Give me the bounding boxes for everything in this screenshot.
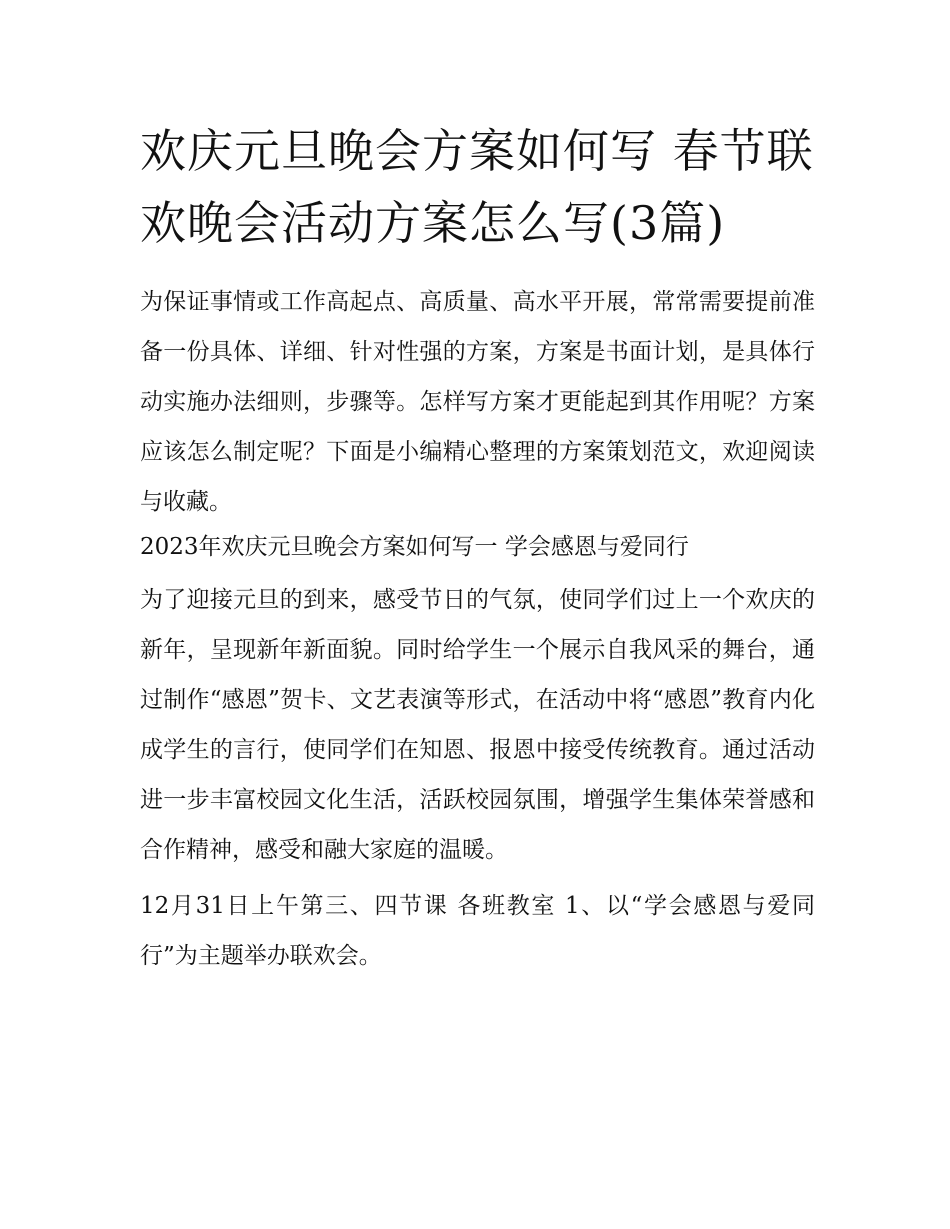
document-title: 欢庆元旦晚会方案如何写 春节联欢晚会活动方案怎么写(3篇) <box>140 124 814 250</box>
section-heading: 2023年欢庆元旦晚会方案如何写一 学会感恩与爱同行 <box>140 534 689 560</box>
event-purpose-paragraph: 为了迎接元旦的到来，感受节日的气氛，使同学们过上一个欢庆的新年，呈现新年新面貌。同时给学生一个展示自我风采的舞台，通过制作“感恩”贺卡、文艺表演等形式，在活动中将“感恩”教育内化成学生的言行，使同学们在知恩、报恩中接受传统教育。通过活动进一步丰富校园文化生活，活跃校园氛围，增强学生集体荣誉感和合作精神，感受和融大家庭的温暖。 <box>140 587 815 863</box>
intro-paragraph: 为保证事情或工作高起点、高质量、高水平开展，常常需要提前准备一份具体、详细、针对性强的方案，方案是书面计划，是具体行动实施办法细则，步骤等。怎样写方案才更能起到其作用呢？方案应该怎么制定呢？下面是小编精心整理的方案策划范文，欢迎阅读与收藏。 <box>140 289 815 515</box>
schedule-paragraph: 12月31日上午第三、四节课 各班教室 1、以“学会感恩与爱同行”为主题举办联欢会。 <box>140 893 815 969</box>
